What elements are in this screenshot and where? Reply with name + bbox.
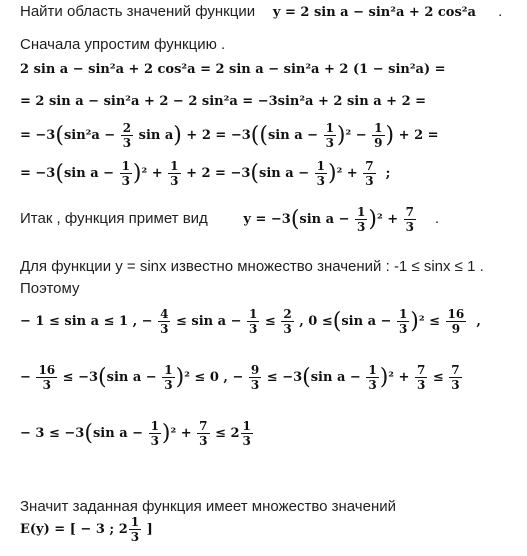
ineq-2-part: ≤ −3: [266, 370, 303, 385]
denominator: 3: [122, 136, 132, 150]
result-form-text: Итак , функция примет вид: [20, 210, 208, 227]
step-4-part: sin a −: [63, 166, 115, 181]
denominator: 3: [405, 220, 414, 234]
fraction: [355, 206, 367, 233]
ineq-2-part: sin a −: [310, 370, 361, 385]
line-result-form: [20, 206, 439, 233]
step-3-part: = −3: [20, 128, 56, 143]
paren-close: ): [385, 123, 395, 148]
paren-open: (: [250, 161, 260, 186]
step-4-part: sin a −: [259, 166, 310, 181]
fraction: [449, 364, 461, 391]
fraction: [36, 364, 57, 391]
task-function: y = 2 sin a − sin²a + 2 cos²a: [272, 5, 476, 20]
numerator: 1: [164, 363, 173, 377]
ineq-2-part: ² +: [388, 370, 410, 385]
line-step-4: [20, 160, 390, 187]
numerator: 1: [325, 121, 334, 135]
paren-close: ): [161, 421, 171, 446]
denominator: 3: [42, 378, 51, 392]
step-3-part: + 2 =: [398, 128, 439, 143]
fraction: [247, 308, 259, 335]
line-ineq-1: [20, 308, 481, 335]
paren-close: ): [327, 161, 337, 186]
paren-open: (: [55, 161, 64, 186]
line-ineq-3: [20, 420, 254, 447]
result-form-part: y = −3: [243, 212, 291, 227]
denominator: 3: [451, 378, 460, 392]
paren-close: ): [379, 365, 389, 390]
fraction: [121, 122, 133, 149]
numerator: 1: [170, 159, 179, 173]
step-3-part: sin²a −: [63, 128, 116, 143]
ineq-2-part: −: [20, 370, 31, 385]
step-2-expr: = 2 sin a − sin²a + 2 − 2 sin²a = −3sin²a + 2 sin a + 2 =: [20, 94, 427, 109]
ineq-2-part: sin a −: [106, 370, 157, 385]
line-step-3: [20, 122, 439, 149]
sin-range-text: Для функции y = sinx известно множество значений : -1 ≤ sinx ≤ 1 .: [20, 258, 484, 275]
conclusion-text: Значит заданная функция имеет множество значений: [20, 498, 396, 515]
line-ineq-2: [20, 364, 463, 391]
numerator: 1: [357, 205, 366, 219]
denominator: 3: [242, 434, 251, 448]
fraction: [249, 364, 261, 391]
denominator: 9: [374, 136, 383, 150]
paren-close: ): [410, 309, 419, 334]
step-3-part: sin a −: [267, 128, 319, 143]
numerator: 1: [249, 307, 258, 321]
fraction: [197, 420, 209, 447]
fraction: [129, 516, 141, 543]
paren-open: ((: [250, 123, 268, 148]
denominator: 3: [164, 378, 173, 392]
ineq-3-part: − 3 ≤ −3: [20, 426, 85, 441]
fraction: [168, 160, 180, 187]
result-form-expr: [243, 205, 421, 234]
denominator: 3: [365, 174, 374, 188]
step-3-part: + 2 = −3: [186, 128, 251, 143]
paren-open: (: [98, 365, 107, 390]
numerator: 9: [250, 363, 260, 377]
numerator: 1: [150, 419, 159, 433]
numerator: 1: [374, 121, 383, 135]
ineq-1-part: sin a −: [341, 314, 392, 329]
line-therefore: [20, 280, 79, 298]
denominator: 3: [250, 378, 260, 392]
denominator: 3: [416, 378, 426, 392]
paren-close: ): [368, 207, 377, 232]
line-sin-range: [20, 258, 484, 276]
answer-label: E(y) =: [20, 522, 66, 537]
denominator: 3: [249, 322, 258, 336]
fraction: [415, 364, 427, 391]
line-task: [20, 3, 502, 21]
line-conclusion: [20, 498, 396, 516]
numerator: 4: [160, 307, 169, 321]
fraction: [372, 122, 384, 149]
ineq-1-part: , 0 ≤: [299, 314, 333, 329]
paren-open: (: [302, 365, 311, 390]
fraction: [158, 308, 170, 335]
step-4-part: ² +: [336, 166, 358, 181]
fraction: [241, 420, 253, 447]
ineq-3-part: sin a −: [92, 426, 144, 441]
line-simplify: [20, 36, 225, 54]
numerator: 7: [451, 363, 460, 377]
denominator: 3: [398, 322, 408, 336]
task-text: Найти область значений функции: [20, 3, 256, 20]
denominator: 3: [130, 530, 140, 544]
simplify-text: Сначала упростим функцию .: [20, 36, 226, 53]
step-4-part: ;: [385, 166, 391, 181]
answer-interval: [70, 516, 153, 543]
paren-open: (: [84, 421, 93, 446]
line-answer: [20, 516, 153, 543]
ineq-1-part: ≤ sin a −: [175, 314, 242, 329]
numerator: 1: [242, 419, 251, 433]
numerator: 1: [130, 515, 140, 529]
ineq-2-part: ≤ −3: [62, 370, 99, 385]
paren-open: (: [55, 123, 64, 148]
step-3-part: sin a: [138, 128, 174, 143]
denominator: 3: [357, 220, 366, 234]
ineq-1-part: − 1 ≤ sin a ≤ 1: [20, 314, 129, 329]
numerator: 1: [398, 307, 408, 321]
numerator: 7: [199, 419, 208, 433]
ineq-2-part: , −: [223, 370, 244, 385]
numerator: 16: [38, 363, 56, 377]
denominator: 3: [160, 322, 169, 336]
numerator: 7: [416, 363, 426, 377]
numerator: 2: [122, 121, 132, 135]
step-4-part: = −3: [20, 166, 56, 181]
denominator: 3: [150, 434, 159, 448]
answer-part: ]: [146, 522, 153, 537]
ineq-2-part: ≤: [432, 370, 444, 385]
paren-close: ): [132, 161, 142, 186]
paren-open: (: [332, 309, 342, 334]
denominator: 3: [316, 174, 325, 188]
fraction: [366, 364, 378, 391]
answer-part: [ − 3 ; 2: [69, 522, 128, 537]
denominator: 3: [368, 378, 377, 392]
ineq-2-part: ² ≤ 0: [184, 370, 219, 385]
therefore-text: Поэтому: [20, 280, 80, 297]
paren-open: (: [290, 207, 300, 232]
fraction: [404, 206, 416, 233]
step-1-expr: 2 sin a − sin²a + 2 cos²a = 2 sin a − sin²a + 2 (1 − sin²a) =: [20, 62, 446, 77]
mixed-number: [215, 420, 254, 447]
paren-close: ): [336, 123, 346, 148]
fraction: [315, 160, 327, 187]
numerator: 1: [368, 363, 377, 377]
ineq-1-part: , −: [132, 314, 153, 329]
numerator: 16: [447, 307, 465, 321]
fraction: [149, 420, 161, 447]
step-3-part: ² −: [345, 128, 367, 143]
fraction: [363, 160, 375, 187]
line-step-2: [20, 94, 426, 109]
fraction: [324, 122, 336, 149]
numerator: 2: [283, 307, 292, 321]
result-form-part: sin a −: [299, 212, 350, 227]
ineq-3-part: ² +: [170, 426, 192, 441]
numerator: 1: [121, 159, 130, 173]
paren-close: ): [173, 123, 182, 148]
ineq-1-part: ≤: [264, 314, 276, 329]
denominator: 3: [325, 136, 334, 150]
fraction: [281, 308, 293, 335]
line-step-1: [20, 62, 446, 77]
result-form-period: .: [434, 210, 440, 227]
paren-close: ): [175, 365, 185, 390]
ineq-1-part: ,: [476, 314, 481, 329]
denominator: 3: [199, 434, 208, 448]
ineq-1-part: ² ≤: [418, 314, 441, 329]
denominator: 3: [121, 174, 130, 188]
task-period: .: [498, 3, 503, 20]
fraction: [162, 364, 174, 391]
numerator: 7: [405, 205, 414, 219]
numerator: 1: [316, 159, 325, 173]
step-4-part: + 2 = −3: [186, 166, 251, 181]
denominator: 9: [451, 322, 461, 336]
ineq-3-part: ≤ 2: [215, 426, 240, 441]
fraction: [397, 308, 409, 335]
step-4-part: ² +: [141, 166, 163, 181]
numerator: 7: [365, 159, 374, 173]
denominator: 3: [170, 174, 179, 188]
denominator: 3: [283, 322, 292, 336]
result-form-part: ² +: [376, 212, 399, 227]
fraction: [446, 308, 467, 335]
fraction: [120, 160, 132, 187]
